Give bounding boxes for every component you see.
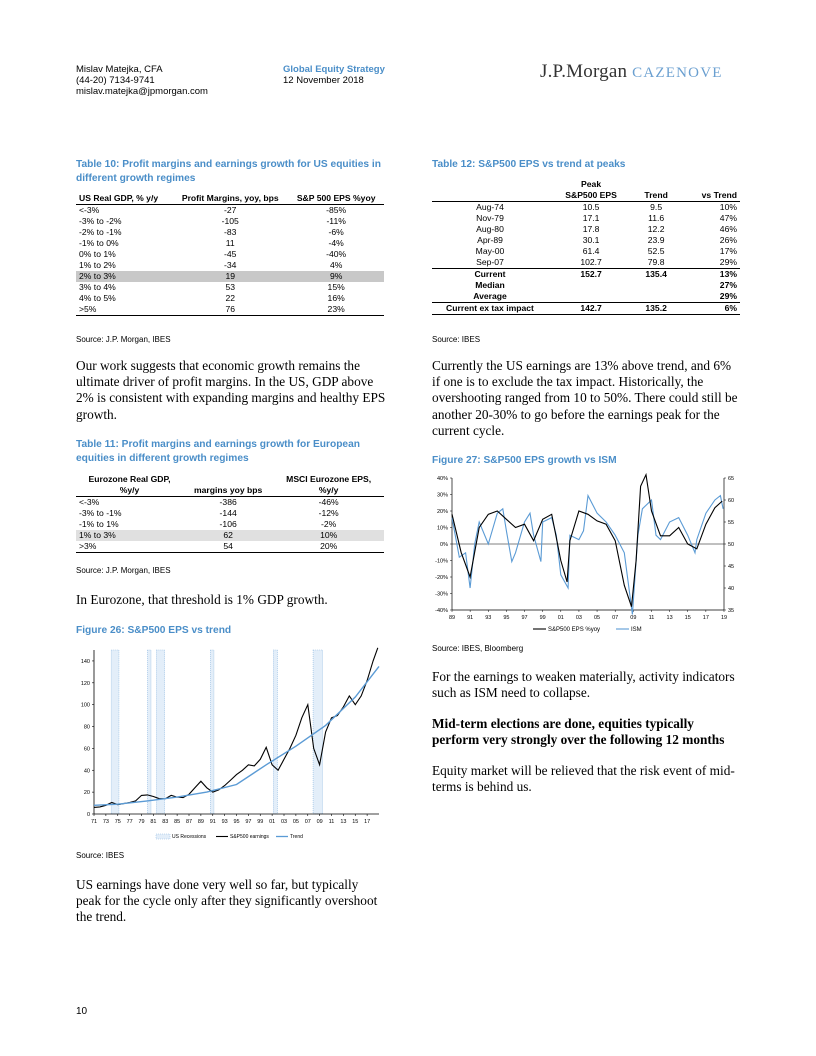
x-tick-label: 19: [720, 615, 728, 621]
table-cell: >3%: [76, 541, 183, 553]
table-row: [76, 216, 384, 227]
author-phone: (44-20) 7134-9741: [76, 75, 155, 86]
x-tick-label: 91: [467, 615, 474, 621]
legend-label: S&P500 earnings: [230, 834, 269, 840]
table12-source: Source: IBES: [432, 335, 481, 344]
table-cell: 29%: [678, 257, 740, 269]
x-tick-label: 97: [521, 615, 528, 621]
table-cell: 102.7: [548, 257, 634, 269]
table-cell: 4% to 5%: [79, 293, 116, 303]
header-dept-block: [283, 64, 385, 86]
table12-header: Trend: [634, 190, 678, 202]
table10-source: Source: J.P. Morgan, IBES: [76, 335, 171, 344]
author-name: Mislav Matejka, CFA: [76, 64, 163, 75]
table-cell: 26%: [719, 235, 737, 245]
table-cell: -1% to 1%: [79, 519, 119, 529]
table-cell: 9.5: [650, 202, 663, 212]
figure26-source: Source: IBES: [76, 851, 125, 860]
table-cell: -85%: [326, 205, 347, 215]
x-tick-label: 09: [316, 819, 323, 825]
table-cell: Nov-79: [476, 213, 504, 223]
section-heading: Mid-term elections are done, equities typically perform very strongly over the following 12 months: [432, 716, 725, 748]
recession-band: [111, 650, 119, 814]
report-date: 12 November 2018: [283, 75, 364, 86]
table11-header: %y/y: [76, 485, 183, 497]
legend-label: S&P500 EPS %yoy: [548, 627, 601, 633]
table-cell: 10.5: [582, 202, 600, 212]
x-tick-label: 01: [557, 615, 564, 621]
table-cell: -3% to -2%: [79, 216, 122, 226]
legend-label: US Recessions: [172, 834, 207, 840]
table-cell: -34: [224, 260, 237, 270]
earnings-line: [94, 648, 378, 808]
table-cell: [548, 291, 634, 303]
figure27-chart: [418, 470, 748, 640]
table-cell: 17%: [719, 246, 737, 256]
x-tick-label: 13: [666, 615, 673, 621]
y-right-tick-label: 65: [728, 476, 735, 482]
table-cell: 23.9: [647, 235, 665, 245]
y-left-tick-label: 40%: [436, 476, 448, 482]
table-row-current: [432, 269, 740, 281]
logo-main: J.P.Morgan: [540, 61, 628, 82]
table12-header: vs Trend: [678, 190, 740, 202]
legend-swatch-recession: [156, 834, 170, 839]
table-cell: 11.6: [648, 213, 665, 223]
x-tick-label: 75: [114, 819, 121, 825]
table-row: [76, 227, 384, 238]
table-cell: 12.2: [647, 224, 665, 234]
table-cell: -40%: [326, 249, 347, 259]
x-tick-label: 05: [594, 615, 601, 621]
y-left-tick-label: 10%: [436, 525, 448, 532]
table11-title: Table 11: Profit margins and earnings growth for European equities in different growth regimes: [76, 439, 360, 464]
table-cell: -1% to 0%: [79, 238, 119, 248]
table-row: [76, 282, 384, 293]
recession-band: [210, 650, 214, 814]
table-cell: 19: [172, 271, 288, 282]
table-row: [76, 304, 384, 316]
table-row: [76, 530, 384, 541]
x-tick-label: 07: [304, 819, 311, 825]
figure27-title: Figure 27: S&P500 EPS growth vs ISM: [432, 455, 617, 466]
y-left-tick-label: -10%: [435, 558, 448, 565]
x-tick-label: 87: [185, 819, 193, 825]
table10-header: S&P 500 EPS %yoy: [288, 193, 384, 205]
y-right-tick-label: 50: [728, 542, 735, 548]
y-left-tick-label: -20%: [435, 575, 448, 581]
table-row: [76, 249, 384, 260]
table-row: [76, 205, 384, 217]
header-author-block: [76, 64, 208, 97]
x-tick-label: 15: [684, 615, 691, 621]
table-cell: 10%: [273, 530, 384, 541]
paragraph-6: Equity market will be relieved that the risk event of mid-terms is behind us.: [432, 763, 735, 795]
table-row-median: [432, 280, 740, 291]
table-cell: [634, 280, 678, 291]
table11-header: margins yoy bps: [183, 485, 273, 497]
x-tick-label: 15: [352, 819, 359, 825]
table-cell: [634, 291, 678, 303]
table-cell: 22: [225, 293, 236, 303]
figure26-chart: [76, 642, 386, 846]
y-tick-label: 120: [80, 680, 90, 687]
x-tick-label: 11: [648, 615, 655, 621]
table10-header: Profit Margins, yoy, bps: [172, 193, 288, 205]
table-cell: <-3%: [79, 205, 100, 215]
table-cell: 29%: [678, 291, 740, 303]
x-tick-label: 03: [575, 615, 582, 621]
table-cell: 79.8: [634, 257, 678, 269]
table-cell: 135.4: [645, 269, 667, 279]
y-tick-label: 40: [83, 768, 90, 775]
y-right-tick-label: 40: [728, 586, 735, 592]
paragraph-2: In Eurozone, that threshold is 1% GDP growth.: [76, 592, 328, 607]
page-number: 10: [76, 1006, 88, 1017]
x-tick-label: 97: [245, 819, 252, 825]
x-tick-label: 11: [328, 819, 335, 825]
table-cell: 52.5: [647, 246, 665, 256]
y-left-tick-label: 0%: [440, 542, 448, 548]
x-tick-label: 99: [257, 819, 264, 825]
table-cell: -2% to -1%: [79, 227, 122, 237]
y-left-tick-label: -30%: [435, 591, 448, 598]
y-right-tick-label: 45: [728, 564, 735, 570]
table-cell: 10%: [719, 202, 737, 212]
table-row: [432, 224, 740, 235]
logo-sub: CAZENOVE: [632, 65, 723, 81]
table-cell: Median: [475, 280, 505, 290]
table-cell: 47%: [719, 213, 737, 223]
recession-band: [273, 650, 277, 814]
table-cell: Aug-80: [476, 224, 504, 234]
table12: [432, 179, 740, 315]
y-tick-label: 0: [86, 812, 90, 818]
y-left-tick-label: 20%: [436, 509, 448, 515]
x-tick-label: 03: [280, 819, 288, 825]
table-cell: 16%: [327, 293, 345, 303]
table-row: [76, 519, 384, 530]
x-tick-label: 89: [197, 819, 204, 825]
table-row: [76, 497, 384, 509]
table-cell: 17.1: [582, 213, 600, 223]
table-cell: 62: [183, 530, 273, 541]
table-cell: >5%: [76, 304, 172, 316]
table-cell: -144: [219, 508, 237, 518]
table-cell: Current: [474, 269, 506, 279]
table-cell: 1% to 2%: [79, 260, 116, 270]
x-tick-label: 77: [126, 819, 133, 825]
paragraph-3: US earnings have done very well so far, but typically peak for the cycle only after they significantly overshoot the trend.: [76, 877, 378, 925]
paragraph-1: Our work suggests that economic growth remains the ultimate driver of profit margins. In the US, GDP above 2% is consistent with expanding margins and healthy EPS growth.: [76, 358, 386, 422]
table-row-ex-tax: [432, 303, 740, 315]
table-cell: 20%: [273, 541, 384, 553]
table-cell: 30.1: [582, 235, 600, 245]
recession-band: [313, 650, 323, 814]
x-tick-label: 93: [221, 819, 228, 825]
table12-header: S&P500 EPS: [548, 190, 634, 202]
table-cell: 46%: [719, 224, 737, 234]
recession-band: [156, 650, 164, 814]
eps-growth-line: [452, 475, 722, 607]
table10: [76, 193, 384, 316]
table-cell: Current ex tax impact: [432, 303, 548, 315]
table-row: [76, 238, 384, 249]
x-tick-label: 17: [702, 615, 709, 621]
table-cell: <-3%: [79, 497, 100, 507]
table-cell: 152.7: [580, 269, 602, 279]
table-cell: -3% to -1%: [79, 508, 122, 518]
table-row: [76, 260, 384, 271]
legend-label: ISM: [631, 627, 642, 633]
table10-title: Table 10: Profit margins and earnings growth for US equities in different growth regimes: [76, 159, 381, 184]
table-cell: 1% to 3%: [76, 530, 183, 541]
table12-title: Table 12: S&P500 EPS vs trend at peaks: [432, 159, 626, 170]
table11-header: MSCI Eurozone EPS,: [286, 474, 372, 484]
table-row-average: [432, 291, 740, 303]
table-cell: 15%: [327, 282, 345, 292]
table-row: [432, 213, 740, 224]
table-cell: 2% to 3%: [76, 271, 172, 282]
x-tick-label: 95: [233, 819, 240, 825]
table-cell: -2%: [321, 519, 337, 529]
table-cell: -45: [224, 249, 237, 259]
table-cell: 23%: [288, 304, 384, 316]
table-cell: -12%: [318, 508, 339, 518]
table-row: [76, 293, 384, 304]
x-tick-label: 13: [340, 819, 347, 825]
table-cell: -4%: [328, 238, 344, 248]
x-tick-label: 95: [503, 615, 510, 621]
table11-source: Source: J.P. Morgan, IBES: [76, 566, 171, 575]
x-tick-label: 05: [292, 819, 299, 825]
x-tick-label: 89: [448, 615, 456, 621]
y-right-tick-label: 35: [728, 608, 735, 614]
table-cell: 3% to 4%: [79, 282, 116, 292]
author-email[interactable]: mislav.matejka@jpmorgan.com: [76, 86, 208, 97]
paragraph-4: Currently the US earnings are 13% above trend, and 6% if one is to exclude the tax impact. Historically, the overshooting ranged from 10 to 50%. There could still be another 20-30% to go before the earnings peak for the current cycle.: [432, 358, 738, 438]
department: Global Equity Strategy: [283, 64, 385, 75]
x-tick-label: 85: [174, 819, 181, 825]
table-cell: -11%: [326, 216, 346, 226]
table10-header: US Real GDP, % y/y: [76, 193, 172, 205]
table-cell: 54: [183, 541, 273, 553]
table-cell: 11: [225, 238, 235, 248]
table-cell: 13%: [719, 269, 737, 279]
x-tick-label: 93: [485, 615, 492, 621]
table-row: [432, 202, 740, 214]
y-tick-label: 100: [80, 702, 90, 709]
table11-header: Eurozone Real GDP,: [88, 474, 171, 484]
table-row: [76, 541, 384, 553]
table-cell: 142.7: [548, 303, 634, 315]
x-tick-label: 01: [269, 819, 276, 825]
table-cell: 53: [225, 282, 236, 292]
x-tick-label: 71: [90, 819, 98, 825]
table11: [76, 474, 384, 553]
trend-line: [94, 666, 379, 805]
table11-header: %y/y: [273, 485, 384, 497]
recession-band: [147, 650, 151, 814]
x-tick-label: 73: [102, 819, 109, 825]
table-cell: 0% to 1%: [79, 249, 116, 259]
ism-line: [452, 496, 723, 615]
x-tick-label: 91: [209, 819, 216, 825]
paragraph-5: For the earnings to weaken materially, activity indicators such as ISM need to collapse.: [432, 669, 735, 701]
y-right-tick-label: 55: [728, 520, 735, 526]
y-left-tick-label: -40%: [435, 608, 448, 614]
y-left-tick-label: 30%: [436, 492, 448, 499]
table-cell: Aug-74: [476, 202, 504, 212]
table-cell: 6%: [678, 303, 740, 315]
table-cell: 61.4: [582, 246, 600, 256]
table12-header: Peak: [581, 179, 602, 189]
table-row: [432, 246, 740, 257]
x-tick-label: 17: [364, 819, 371, 825]
table-cell: 17.8: [582, 224, 600, 234]
table-cell: -6%: [328, 227, 344, 237]
table-row: [76, 508, 384, 519]
table-cell: Apr-89: [477, 235, 503, 245]
x-tick-label: 79: [138, 819, 145, 825]
table-cell: [548, 280, 634, 291]
figure27-source: Source: IBES, Bloomberg: [432, 644, 524, 653]
legend-label: Trend: [290, 834, 303, 840]
y-tick-label: 80: [83, 724, 90, 731]
table-row: [76, 271, 384, 282]
table-row: [432, 257, 740, 269]
table-cell: -27: [224, 205, 237, 215]
table-cell: May-00: [475, 246, 505, 256]
table-cell: Sep-07: [432, 257, 548, 269]
x-tick-label: 81: [150, 819, 157, 825]
table-cell: -386: [219, 497, 237, 507]
y-tick-label: 60: [83, 746, 90, 753]
x-tick-label: 09: [630, 615, 637, 621]
x-tick-label: 83: [162, 819, 169, 825]
table-cell: -105: [221, 216, 239, 226]
y-tick-label: 140: [80, 658, 90, 665]
x-tick-label: 99: [539, 615, 546, 621]
table-cell: 9%: [288, 271, 384, 282]
table-cell: 27%: [719, 280, 737, 290]
table-cell: -83: [224, 227, 237, 237]
y-right-tick-label: 60: [728, 498, 735, 504]
table-cell: 4%: [329, 260, 343, 270]
table-cell: Average: [432, 291, 548, 303]
table-row: [432, 235, 740, 246]
x-tick-label: 07: [612, 615, 619, 621]
table-cell: -106: [219, 519, 237, 529]
y-tick-label: 20: [83, 790, 90, 797]
jpmorgan-cazenove-logo: [540, 61, 723, 83]
table-cell: 76: [172, 304, 288, 316]
table-cell: 135.2: [634, 303, 678, 315]
table-cell: -46%: [318, 497, 339, 507]
figure26-title: Figure 26: S&P500 EPS vs trend: [76, 625, 232, 636]
